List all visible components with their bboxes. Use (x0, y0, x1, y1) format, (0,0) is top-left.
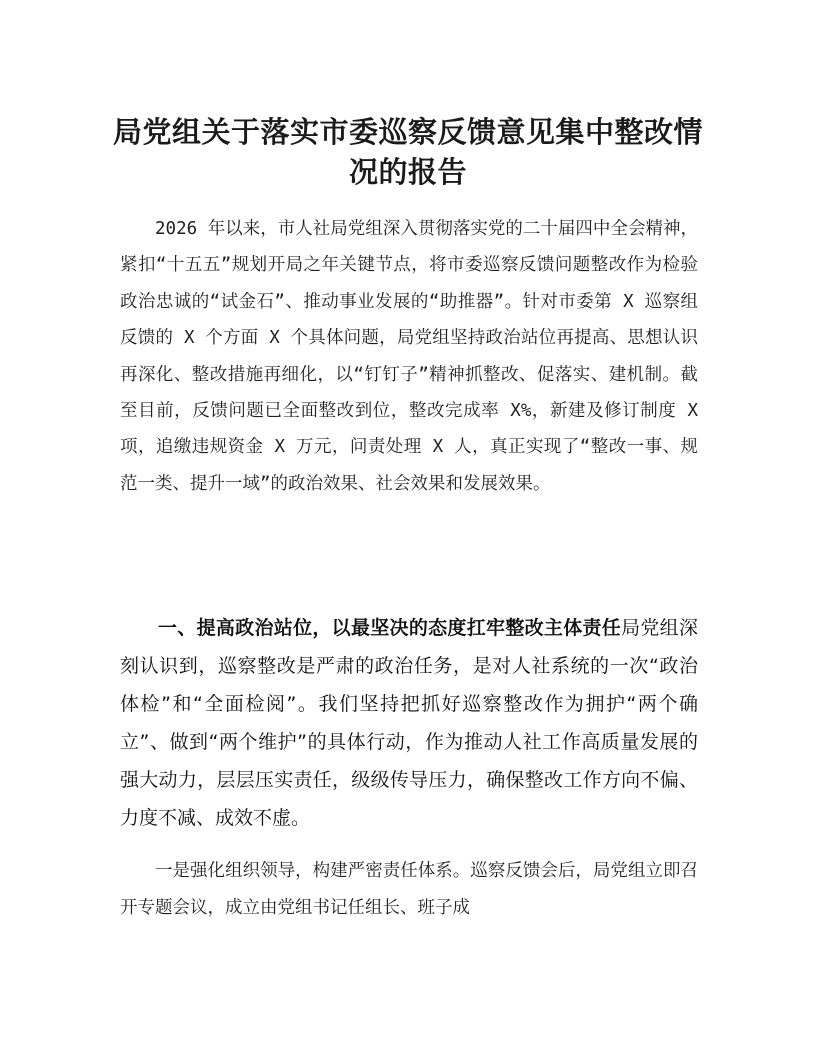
intro-paragraph: 2026 年以来，市人社局党组深入贯彻落实党的二十届四中全会精神，紧扣“十五五”规划开局之年关键节点，将市委巡察反馈问题整改作为检验政治忠诚的“试金石”、推动事业发展的“助推器”。针对市委第 X 巡察组反馈的 X 个方面 X 个具体问题，局党组坚持政治站位再提高、思想认识再深化、整改措施再细化，以“钉钉子”精神抓整改、促落实、建机制。截至目前，反馈问题已全面整改到位，整改完成率 X%，新建及修订制度 X 项，追缴违规资金 X 万元，问责处理 X 人，真正实现了“整改一事、规范一类、提升一域”的政治效果、社会效果和发展效果。 (120, 219, 698, 494)
item-1-paragraph: 一是强化组织领导，构建严密责任体系。巡察反馈会后，局党组立即召开专题会议，成立由党组书记任组长、班子成 (120, 861, 698, 918)
document-title: 局党组关于落实市委巡察反馈意见集中整改情况的报告 (112, 115, 703, 189)
section-1-paragraph (120, 609, 698, 837)
section-1-body: 局党组深刻认识到，巡察整改是严肃的政治任务，是对人社系统的一次“政治体检”和“全面检阅”。我们坚持把抓好巡察整改作为拥护“两个确立”、做到“两个维护”的具体行动，作为推动人社工作高质量发展的强大动力，层层压实责任，级级传导压力，确保整改工作方向不偏、力度不减、成效不虚。 (120, 617, 698, 829)
section-1-heading: 一、提高政治站位，以最坚决的态度扛牢整改主体责任 (158, 617, 622, 639)
